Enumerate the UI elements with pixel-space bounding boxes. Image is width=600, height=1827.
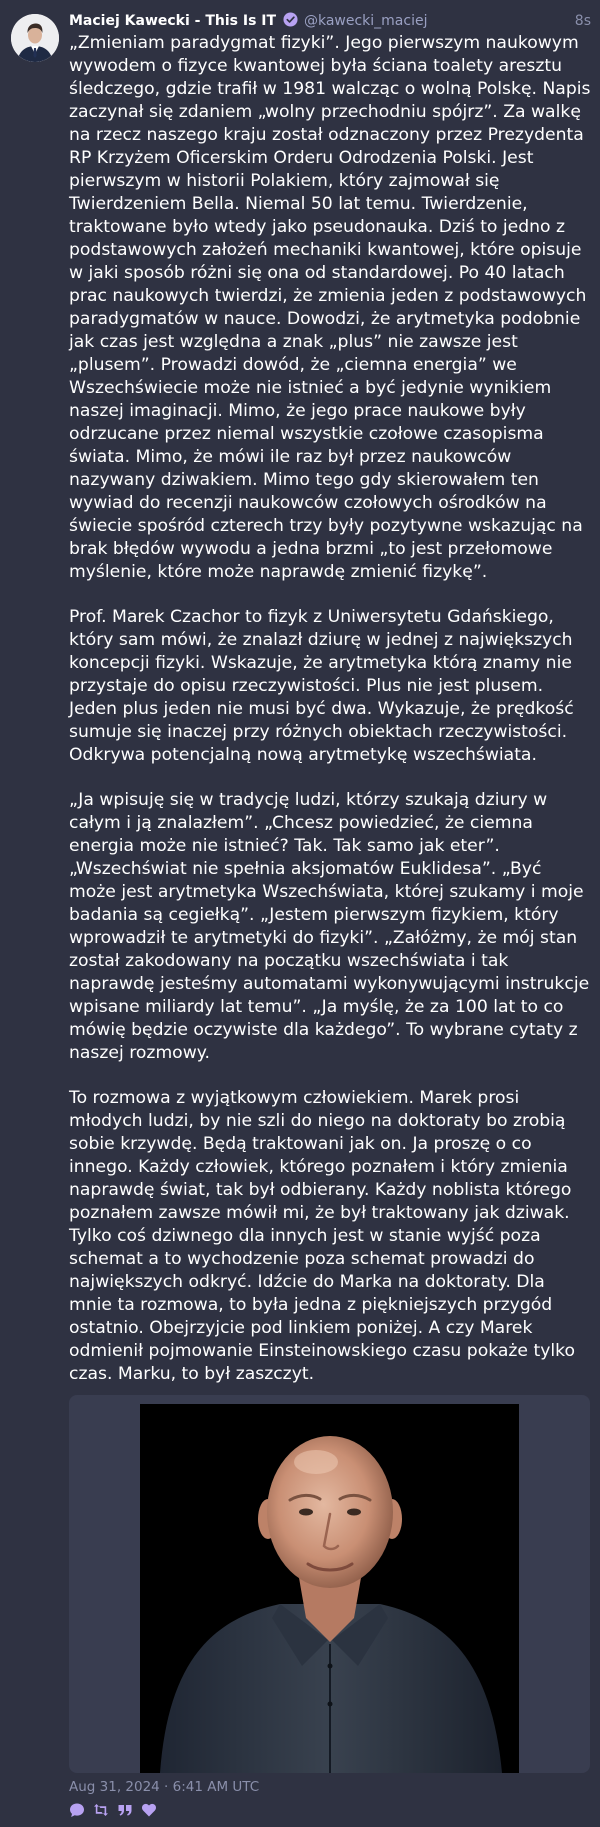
post-header — [69, 10, 591, 32]
post-paragraph-3: „Ja wpisuję się w tradycję ludzi, którzy szukają dziury w całym i ją znalazłem”. „Chcesz powiedzieć, że ciemna energia może nie istnieć? Tak. Tak samo jak eter”. „Wszechświat nie spełnia aksjomatów Euklidesa”. „Być może jest arytmetyka Wszechświata, której szukamy i moje badania są cegiełką”. „Jestem pierwszym fizykiem, który wprowadził te arytmetyki do fizyki”. „Załóżmy, że mój stan został zakodowany na początku wszechświata i tak naprawdę jesteśmy automatami wykonywującymi instrukcje wpisane miliardy lat temu”. „Ja myślę, że za 100 lat to co mówię będzie oczywiste dla każdego”. To wybrane cytaty z naszej rozmowy. — [69, 790, 590, 1063]
post-content — [69, 32, 592, 1431]
author-avatar[interactable] — [11, 14, 59, 62]
post-date[interactable]: Aug 31, 2024 · 6:41 AM UTC — [69, 1779, 260, 1795]
verified-badge-icon — [283, 12, 298, 27]
relative-timestamp[interactable]: 8s — [574, 13, 591, 29]
comment-icon[interactable] — [69, 1802, 85, 1818]
author-display-name[interactable]: Maciej Kawecki - This Is IT — [69, 13, 277, 29]
heart-icon[interactable] — [141, 1802, 157, 1818]
author-handle[interactable]: @kawecki_maciej — [303, 13, 428, 29]
quote-icon[interactable] — [117, 1802, 133, 1818]
retweet-icon[interactable] — [93, 1802, 109, 1818]
action-bar — [69, 1800, 165, 1820]
post-paragraph-1: „Zmieniam paradygmat fizyki”. Jego pierwszym naukowym wywodem o fizyce kwantowej była ściana toalety aresztu śledczego, gdzie trafił w 1981 walcząc o wolną Polskę. Napis zaczynał się zdaniem „wolny przechodniu spójrz”. Za walkę na rzecz naszego kraju został odznaczony przez Prezydenta RP Krzyżem Oficerskim Orderu Odrodzenia Polski. Jest pierwszym w historii Polakiem, który zajmował się Twierdzeniem Bella. Niemal 50 lat temu. Twierdzenie, traktowane było wtedy jako pseudonauka. Dziś to jedno z podstawowych założeń mechaniki kwantowej, które opisuje w jaki sposób różni się ona od standardowej. Po 40 latach prac naukowych twierdzi, że zmienia jeden z podstawowych paradygmatów w nauce. Dowodzi, że arytmetyka podobnie jak czas jest względna a znak „plus” nie zawsze jest „plusem”. Prowadzi dowód, że „ciemna energia” we Wszechświecie może nie istnieć a być jedynie wynikiem naszej imaginacji. Mimo, że jego prace naukowe były odrzucane przez niemal wszystkie czołowe czasopisma świata. Mimo, że mówi ile raz był przez naukowców nazywany dziwakiem. Mimo tego gdy skierowałem ten wywiad do recenzji naukowców czołowych ośrodków na świecie spośród czterech trzy były pozytywne wskazując na brak błędów wywodu a jedna brzmi „to jest przełomowe myślenie, które może naprawdę zmienić fizykę”. — [69, 33, 591, 582]
media-attachment[interactable] — [69, 1395, 590, 1773]
post-paragraph-4: To rozmowa z wyjątkowym człowiekiem. Marek prosi młodych ludzi, by nie szli do niego na doktoraty bo zrobią sobie krzywdę. Będą traktowani jak on. Ja proszę o co innego. Każdy człowiek, którego poznałem i który zmienia naprawdę świat, tak był odbierany. Każdy noblista którego poznałem zawsze mówił mi, że był traktowany jak dziwak. Tylko coś dziwnego dla innych jest w stanie wyjść poza schemat a to wychodzenie poza schemat prowadzi do największych odkryć. Idźcie do Marka na doktoraty. Dla mnie ta rozmowa, to była jedna z piękniejszych przygód ostatnio. Obejrzyjcie pod linkiem poniżej. A czy Marek odmienił pojmowanie Einsteinowskiego czasu pokaże tylko czas. Marku, to był zaszczyt. — [69, 1088, 575, 1384]
post-paragraph-2: Prof. Marek Czachor to fizyk z Uniwersytetu Gdańskiego, który sam mówi, że znalazł dziurę w jednej z największych koncepcji fizyki. Wskazuje, że arytmetyka którą znamy nie przystaje do opisu rzeczywistości. Plus nie jest plusem. Jeden plus jeden nie musi być dwa. Wykazuje, że prędkość sumuje się inaczej przy różnych obiektach rzeczywistości. Odkrywa potencjalną nową arytmetykę wszechświata. — [69, 607, 574, 765]
portrait-photo[interactable] — [140, 1404, 519, 1773]
avatar-image — [11, 14, 59, 62]
